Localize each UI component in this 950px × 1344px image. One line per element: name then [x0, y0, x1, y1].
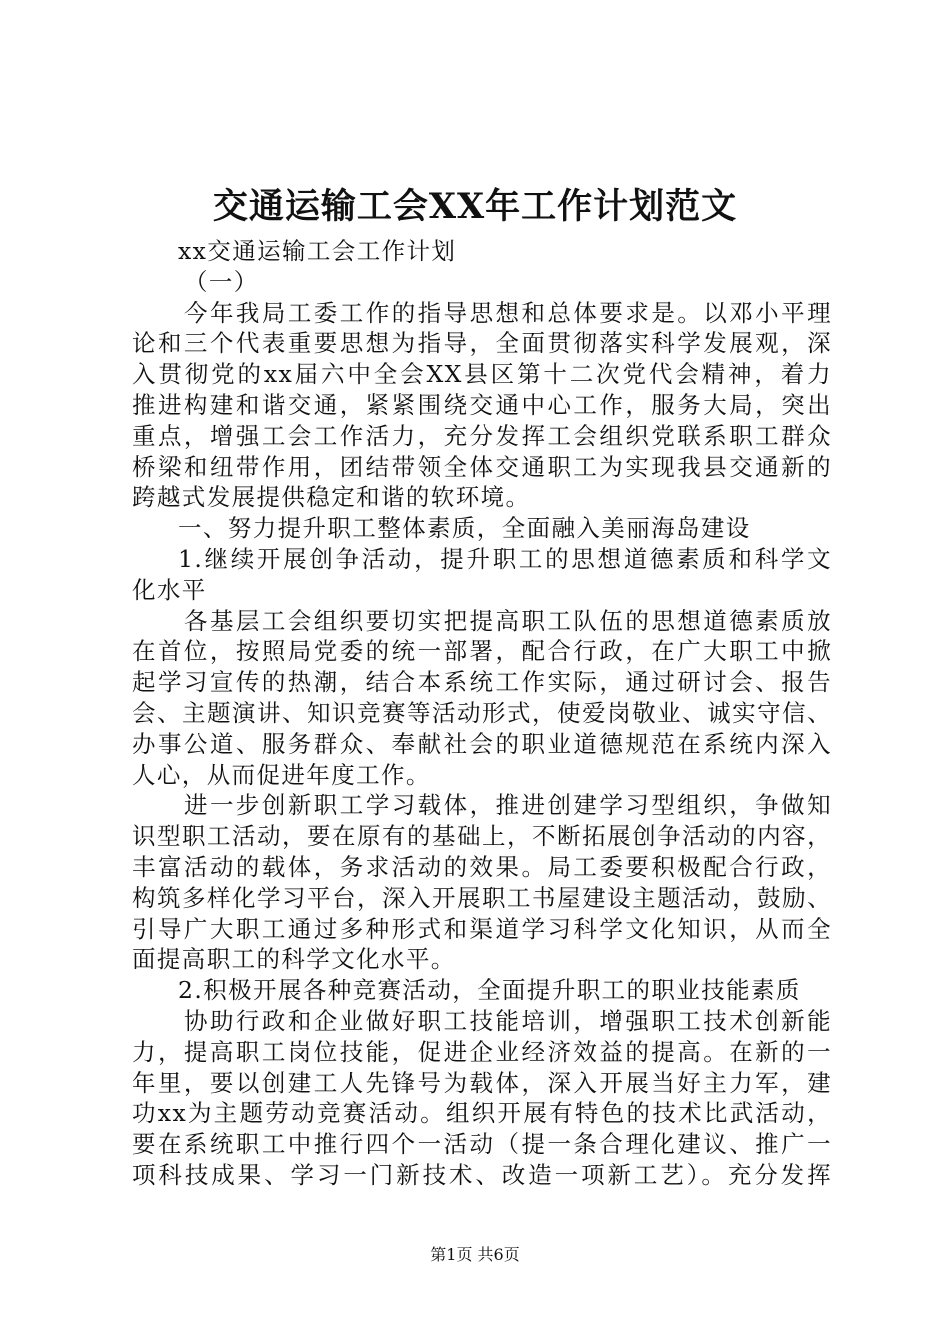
text-line: 入贯彻党的xx届六中全会XX县区第十二次党代会精神，着力 [132, 360, 832, 389]
text-line: 年里，要以创建工人先锋号为载体，深入开展当好主力军，建 [132, 1068, 832, 1097]
text-line: 力，提高职工岗位技能，促进企业经济效益的提高。在新的一 [132, 1037, 832, 1066]
text-line: xx交通运输工会工作计划 [178, 237, 457, 265]
text-line: 功xx为主题劳动竞赛活动。组织开展有特色的技术比武活动， [132, 1099, 832, 1128]
text-line: 各基层工会组织要切实把提高职工队伍的思想道德素质放 [184, 606, 832, 635]
text-line: 1.继续开展创争活动，提升职工的思想道德素质和科学文 [178, 544, 832, 573]
text-line: 引导广大职工通过多种形式和渠道学习科学文化知识，从而全 [132, 914, 832, 943]
text-line: 构筑多样化学习平台，深入开展职工书屋建设主题活动，鼓励、 [132, 883, 832, 912]
text-line: 办事公道、服务群众、奉献社会的职业道德规范在系统内深入 [132, 729, 832, 758]
text-line: 要在系统职工中推行四个一活动（提一条合理化建议、推广一 [132, 1130, 832, 1159]
document-body [132, 236, 832, 1191]
document-title: 交通运输工会XX年工作计划范文 [212, 186, 738, 227]
text-line: 论和三个代表重要思想为指导，全面贯彻落实科学发展观，深 [132, 329, 832, 358]
text-line: 化水平 [132, 575, 207, 604]
text-line: 桥梁和纽带作用，团结带领全体交通职工为实现我县交通新的 [132, 452, 832, 481]
text-line: 一、努力提升职工整体素质，全面融入美丽海岛建设 [178, 514, 751, 543]
text-line: 推进构建和谐交通，紧紧围绕交通中心工作，服务大局，突出 [132, 390, 832, 419]
text-line: 会、主题演讲、知识竞赛等活动形式，使爱岗敬业、诚实守信、 [132, 698, 832, 727]
text-line: 在首位，按照局党委的统一部署，配合行政，在广大职工中掀 [132, 637, 832, 666]
text-line: 重点，增强工会工作活力，充分发挥工会组织党联系职工群众 [132, 421, 832, 450]
text-line: 识型职工活动，要在原有的基础上，不断拓展创争活动的内容， [132, 822, 832, 851]
text-line: 项科技成果、学习一门新技术、改造一项新工艺）。充分发挥 [132, 1160, 832, 1189]
text-line: 今年我局工委工作的指导思想和总体要求是。以邓小平理 [184, 298, 832, 327]
text-line: 协助行政和企业做好职工技能培训，增强职工技术创新能 [184, 1006, 832, 1035]
text-line: 人心，从而促进年度工作。 [132, 760, 431, 789]
text-line: 起学习宣传的热潮，结合本系统工作实际，通过研讨会、报告 [132, 668, 832, 697]
text-line: 进一步创新职工学习载体，推进创建学习型组织，争做知 [184, 791, 832, 820]
page-footer: 第1页 共6页 [430, 1245, 520, 1264]
text-line: 跨越式发展提供稳定和谐的软环境。 [132, 483, 531, 512]
text-line: 面提高职工的科学文化水平。 [132, 945, 456, 974]
text-line: 2.积极开展各种竞赛活动，全面提升职工的职业技能素质 [178, 976, 801, 1005]
text-line: （一） [184, 267, 259, 296]
text-line: 丰富活动的载体，务求活动的效果。局工委要积极配合行政， [132, 852, 832, 881]
